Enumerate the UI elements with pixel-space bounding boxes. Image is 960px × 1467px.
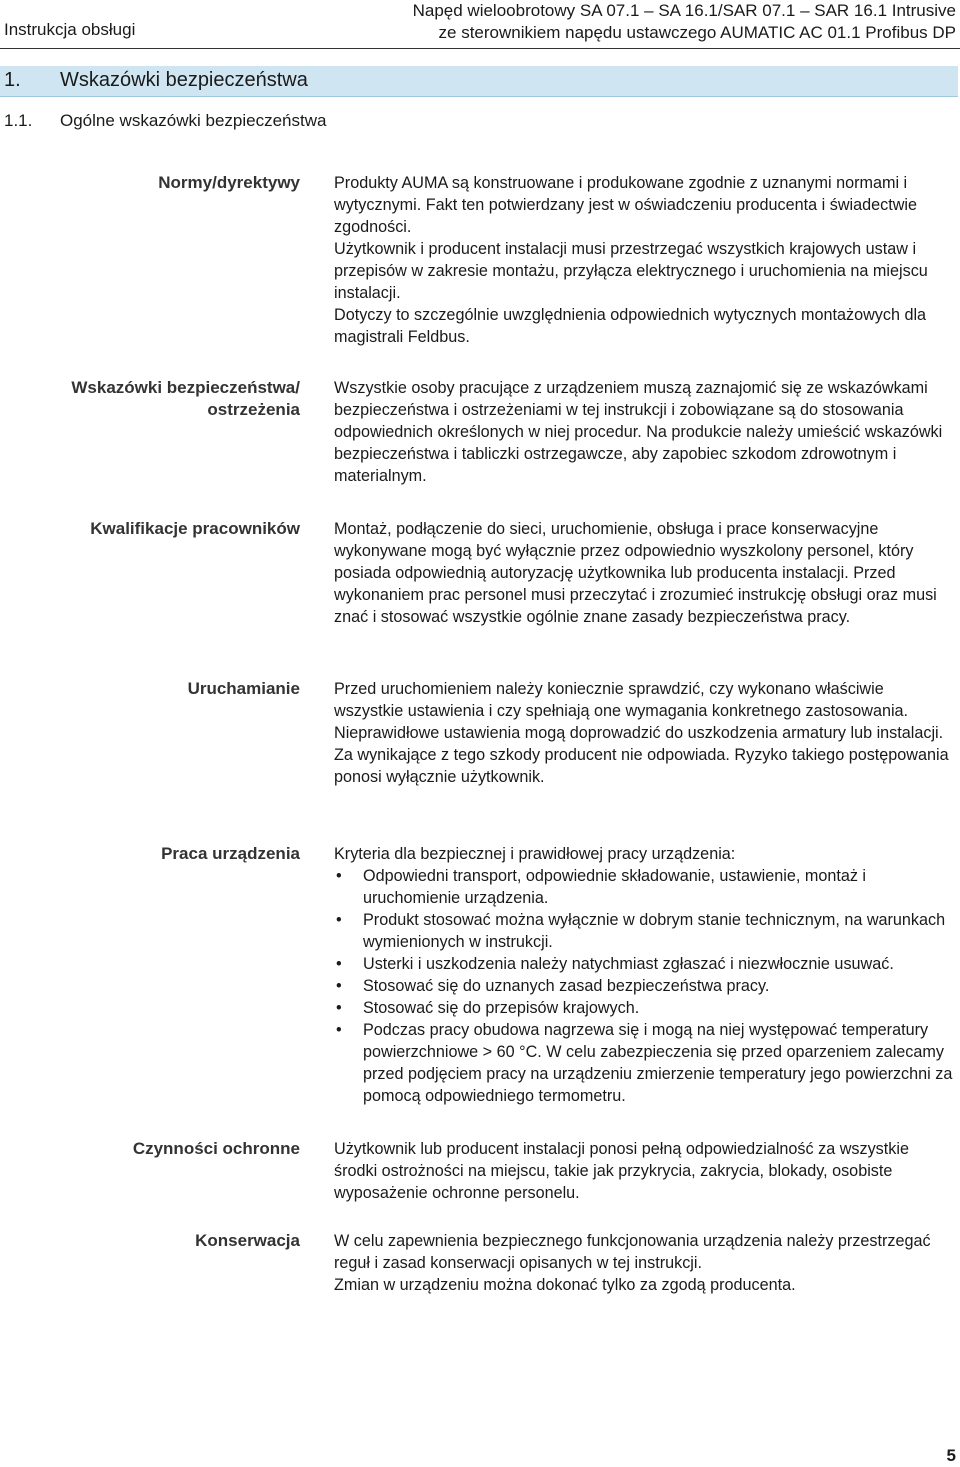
section-label-standards: Normy/dyrektywy — [158, 173, 300, 192]
section-label-qualifications: Kwalifikacje pracowników — [90, 519, 300, 538]
section-text-startup — [334, 678, 954, 788]
product-title-line-2: ze sterownikiem napędu ustawczego AUMATIC AC 01.1 Profibus DP — [438, 23, 956, 42]
paragraph: Przed uruchomieniem należy koniecznie sprawdzić, czy wykonano właściwie wszystkie ustawienia i czy spełniają one wymagania konkretnego zastosowania. Nieprawidłowe ustawienia mogą doprowadzić do uszkodzenia armatury lub instalacji. — [334, 680, 944, 742]
paragraph: Użytkownik i producent instalacji musi przestrzegać wszystkich krajowych ustaw i przepisów w zakresie montażu, przyłącza elektrycznego i uruchomienia na miejscu instalacji. — [334, 240, 928, 302]
section-heading — [4, 111, 326, 131]
section-text-protective-measures — [334, 1138, 954, 1204]
paragraph: Zmian w urządzeniu można dokonać tylko za zgodą producenta. — [334, 1276, 796, 1294]
header-divider — [0, 48, 960, 49]
paragraph: Wszystkie osoby pracujące z urządzeniem muszą zaznajomić się ze wskazówkami bezpieczeństwa i ostrzeżeniami w tej instrukcji i zobowiązane są do stosowania odpowiednich określonych w niej procedur. Na produkcie należy umieścić wskazówki bezpieczeństwa i tabliczki ostrzegawcze, aby zapobiec szkodom zdrowotnym i materialnym. — [334, 379, 943, 485]
chapter-title: Wskazówki bezpieczeństwa — [60, 69, 308, 91]
section-label-operation: Praca urządzenia — [161, 844, 300, 863]
paragraph: Montaż, podłączenie do sieci, uruchomienie, obsługa i prace konserwacyjne wykonywane mogą być wyłącznie przez odpowiednio wyszkolony personel, który posiada odpowiednią autoryzację użytkownika lub producenta instalacji. Przed wykonaniem prac personel musi przeczytać i zrozumieć instrukcję obsługi oraz musi znać i stosować wszystkie ogólnie znane zasady bezpieczeństwa pracy. — [334, 520, 937, 626]
list-item: • Produkt stosować można wyłącznie w dobrym stanie technicznym, na warunkach wymienionych w instrukcji. — [334, 909, 954, 953]
section-text-operation — [334, 843, 954, 1107]
section-label-maintenance: Konserwacja — [195, 1231, 300, 1250]
list-item: • Stosować się do uznanych zasad bezpieczeństwa pracy. — [334, 975, 954, 997]
page-number: 5 — [946, 1446, 956, 1465]
list-item: • Usterki i uszkodzenia należy natychmiast zgłaszać i niezwłocznie usuwać. — [334, 953, 954, 975]
criteria-list — [334, 865, 954, 1107]
list-item: • Odpowiedni transport, odpowiednie składowanie, ustawienie, montaż i uruchomienie urządzenia. — [334, 865, 954, 909]
section-label-protective-measures: Czynności ochronne — [132, 1139, 300, 1158]
heading-divider — [0, 96, 958, 97]
section-label-warnings — [0, 377, 300, 421]
paragraph: Za wynikające z tego szkody producent nie odpowiada. Ryzyko takiego postępowania ponosi wyłącznie użytkownik. — [334, 746, 949, 786]
paragraph: Użytkownik lub producent instalacji ponosi pełną odpowiedzialność za wszystkie środki ostrożności na miejscu, takie jak przykrycia, zakrycia, blokady, osobiste wyposażenie ochronne personelu. — [334, 1140, 909, 1202]
section-label-startup: Uruchamianie — [187, 679, 300, 698]
section-text-maintenance — [334, 1230, 954, 1296]
section-number: 1.1. — [4, 111, 33, 130]
section-text-qualifications — [334, 518, 954, 628]
document-title: Instrukcja obsługi — [4, 20, 136, 39]
section-text-standards — [334, 172, 954, 348]
list-item: • Stosować się do przepisów krajowych. — [334, 997, 954, 1019]
section-title: Ogólne wskazówki bezpieczeństwa — [60, 111, 327, 130]
section-text-warnings — [334, 377, 954, 487]
product-title — [413, 0, 956, 44]
product-title-line-1: Napęd wieloobrotowy SA 07.1 – SA 16.1/SAR 07.1 – SAR 16.1 Intrusive — [412, 1, 956, 20]
chapter-number: 1. — [4, 69, 21, 91]
paragraph: Produkty AUMA są konstruowane i produkowane zgodnie z uznanymi normami i wytycznymi. Fakt ten potwierdzany jest w oświadczeniu producenta i świadectwie zgodności. — [334, 174, 918, 236]
section-label-line: ostrzeżenia — [207, 400, 300, 419]
paragraph: Kryteria dla bezpiecznej i prawidłowej pracy urządzenia: — [334, 845, 736, 863]
paragraph: Dotyczy to szczególnie uwzględnienia odpowiednich wytycznych montażowych dla magistrali Feldbus. — [334, 306, 927, 346]
chapter-heading — [4, 69, 308, 92]
section-label-line: Wskazówki bezpieczeństwa/ — [71, 378, 300, 397]
list-item: • Podczas pracy obudowa nagrzewa się i mogą na niej występować temperatury powierzchniowe > 60 °C. W celu zabezpieczenia się przed oparzeniem zalecamy przed podjęciem pracy na urządzeniu zmierzenie temperatury jego powierzchni za pomocą odpowiedniego termometru. — [334, 1019, 954, 1107]
paragraph: W celu zapewnienia bezpiecznego funkcjonowania urządzenia należy przestrzegać reguł i zasad konserwacji opisanych w tej instrukcji. — [334, 1232, 931, 1272]
